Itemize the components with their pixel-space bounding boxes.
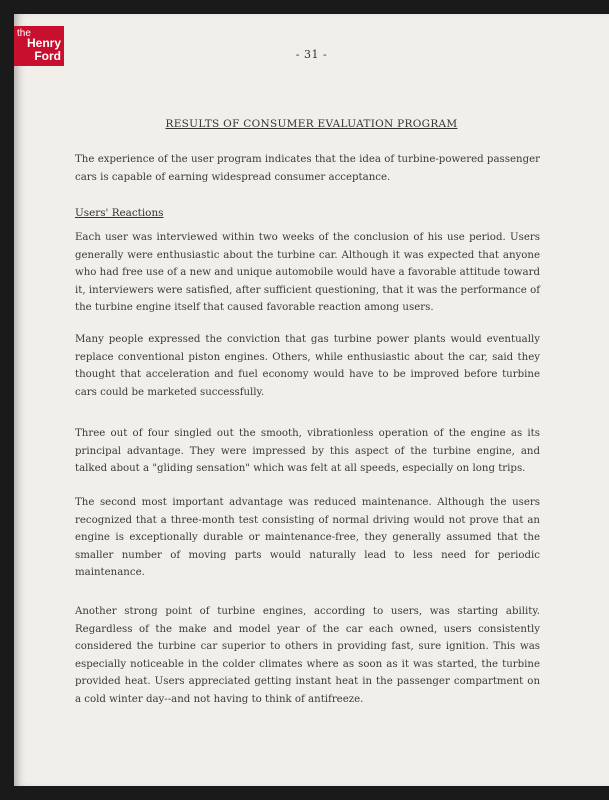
intro-paragraph: The experience of the user program indicates that the idea of turbine-powered passenger cars is capable of earning widespread consumer acceptance. (75, 154, 540, 183)
document-page (14, 14, 609, 786)
page-title: RESULTS OF CONSUMER EVALUATION PROGRAM (165, 118, 458, 130)
page-number: - 31 - (295, 48, 328, 61)
body-paragraph-4: The second most important advantage was reduced maintenance. Although the users recognized that a three-month test consisting of normal driving would not prove that an engine is exceptionally durable or maintenance-free, they generally assumed that the smaller number of moving parts would naturally lead to less need for periodic maintenance. (75, 497, 540, 579)
logo-text-henry: Henry (26, 36, 61, 50)
body-paragraph-3: Three out of four singled out the smooth, vibrationless operation of the engine as its principal advantage. They were impressed by this aspect of the turbine engine, and talked about a "gliding sensation" which was felt at all speeds, especially on long trips. (75, 428, 540, 475)
logo-text-the: the (17, 28, 31, 39)
section-heading: Users' Reactions (75, 207, 164, 219)
logo-text-ford: Ford (34, 49, 61, 63)
body-paragraph-1: Each user was interviewed within two weeks of the conclusion of his use period. Users generally were enthusiastic about the turbine car. Although it was expected that anyone who had free use of a new and unique automobile would have a favorable attitude toward it, interviewers were satisfied, after sufficient questioning, that it was the performance of the turbine engine itself that caused favorable reaction among users. (75, 232, 540, 314)
body-paragraph-5: Another strong point of turbine engines, according to users, was starting ability. Regardless of the make and model year of the car each owned, users consistently considered the turbine car superior to others in providing fast, sure ignition. This was especially noticeable in the colder climates where as soon as it was started, the turbine provided heat. Users appreciated getting instant heat in the passenger compartment on a cold winter day--and not having to think of antifreeze. (75, 606, 540, 705)
body-paragraph-2: Many people expressed the conviction that gas turbine power plants would eventually replace conventional piston engines. Others, while enthusiastic about the car, said they thought that acceleration and fuel economy would have to be improved before turbine cars could be marketed successfully. (75, 334, 540, 398)
